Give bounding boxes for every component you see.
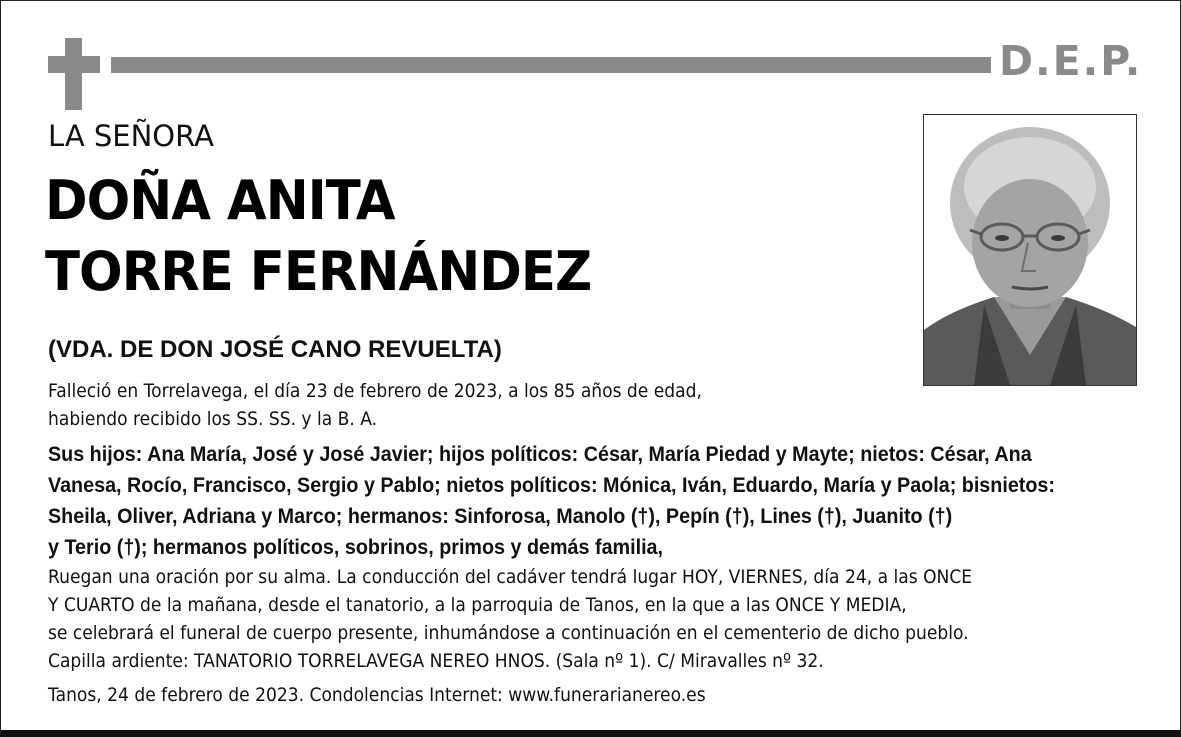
deceased-name-line1: DOÑA ANITA (45, 169, 395, 232)
footer-line: Tanos, 24 de febrero de 2023. Condolencias Internet: www.funerarianereo.es (48, 684, 706, 706)
family-line: Sus hijos: Ana María, José y José Javier; hijos políticos: César, María Piedad y Mayte; nietos: César, Ana (48, 443, 1032, 466)
ceremony-line: se celebrará el funeral de cuerpo presente, inhumándose a continuación en el cementerio de dicho pueblo. (48, 622, 969, 644)
ceremony-line: Ruegan una oración por su alma. La conducción del cadáver tendrá lugar HOY, VIERNES, día 24, a las ONCE (48, 566, 973, 588)
notice-title: LA SEÑORA (48, 119, 214, 153)
ceremony-line: Y CUARTO de la mañana, desde el tanatorio, a la parroquia de Tanos, en la que a las ONCE Y MEDIA, (48, 594, 907, 616)
death-line: habiendo recibido los SS. SS. y la B. A. (48, 408, 378, 430)
family-line: Sheila, Oliver, Adriana y Marco; hermanos: Sinforosa, Manolo (†), Pepín (†), Lines (†), Juanito (†) (48, 505, 953, 528)
dep-label: D.E.P. (999, 37, 1143, 85)
ceremony-line: Capilla ardiente: TANATORIO TORRELAVEGA NEREO HNOS. (Sala nº 1). C/ Miravalles nº 32. (48, 650, 824, 672)
header-rule (111, 57, 991, 73)
family-line: Vanesa, Rocío, Francisco, Sergio y Pablo; nietos políticos: Mónica, Iván, Eduardo, María y Paola; bisnietos: (48, 474, 1055, 497)
family-line: y Terio (†); hermanos políticos, sobrinos, primos y demás familia, (48, 536, 664, 559)
cross-icon (48, 38, 100, 110)
portrait-photo (923, 114, 1137, 386)
death-line: Falleció en Torrelavega, el día 23 de febrero de 2023, a los 85 años de edad, (48, 380, 702, 402)
widow-of-line: (VDA. DE DON JOSÉ CANO REVUELTA) (48, 336, 502, 363)
family-paragraph (48, 439, 1055, 563)
death-paragraph (48, 377, 702, 433)
deceased-name-line2: TORRE FERNÁNDEZ (45, 240, 592, 303)
ceremony-paragraph (48, 563, 972, 675)
